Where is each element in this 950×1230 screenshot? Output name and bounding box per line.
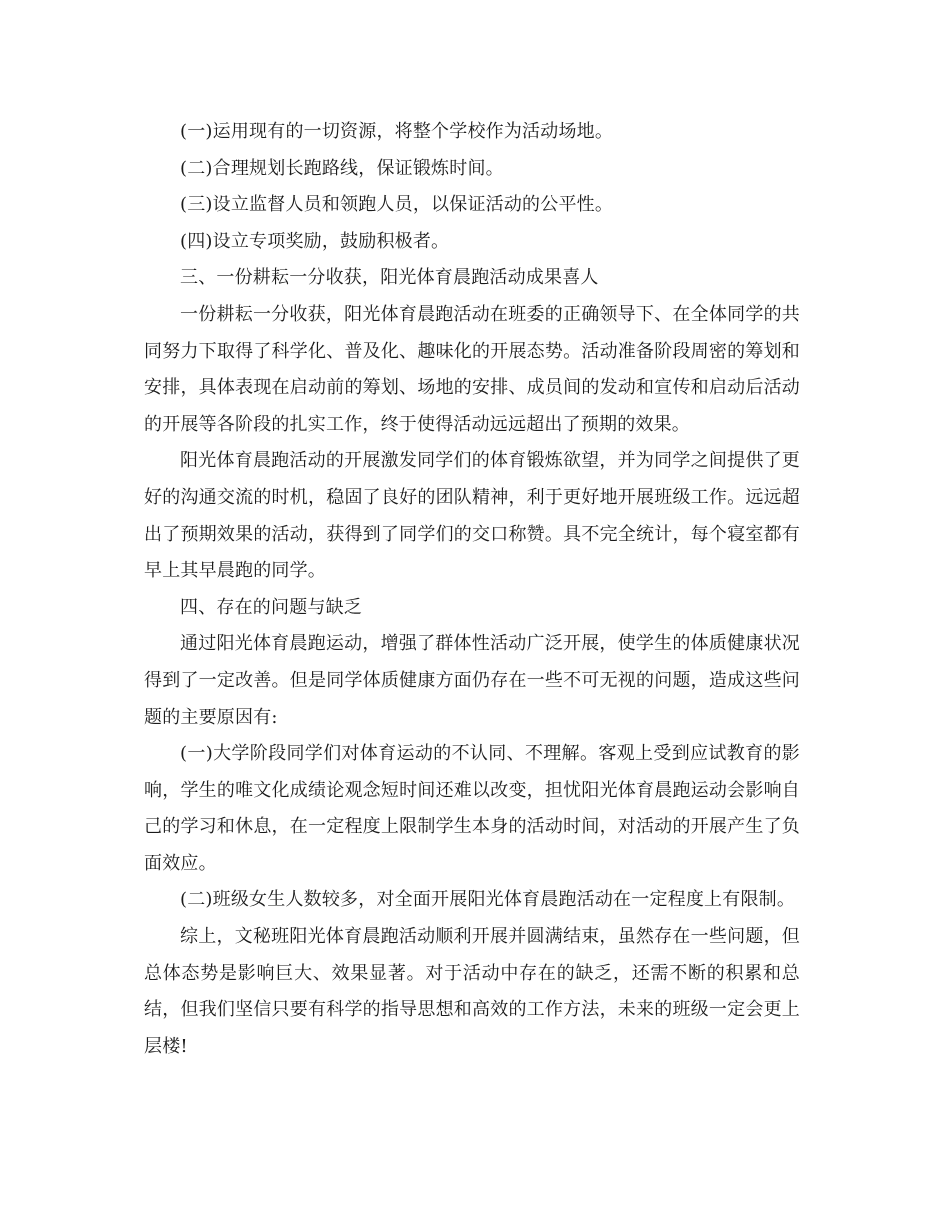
body-paragraph-conclusion: 综上，文秘班阳光体育晨跑活动顺利开展并圆满结束，虽然存在一些问题，但总体态势是影响巨大、效果显著。对于活动中存在的缺乏，还需不断的积累和总结，但我们坚信只要有科学的指导思想和高效的工作方法，未来的班级一定会更上层楼! [144, 926, 800, 1057]
section-heading-results: 三、一份耕耘一分收获，阳光体育晨跑活动成果喜人 [180, 267, 599, 289]
body-paragraph-results-2: 阳光体育晨跑活动的开展激发同学们的体育锻炼欲望，并为同学之间提供了更好的沟通交流的时机，稳固了良好的团队精神，利于更好地开展班级工作。远远超出了预期效果的活动，获得到了同学们的交口称赞。具不完全统计，每个寝室都有早上其早晨跑的同学。 [144, 450, 800, 582]
document-page [144, 114, 800, 1065]
section-heading-problems: 四、存在的问题与缺乏 [180, 596, 362, 618]
body-paragraph-results-1: 一份耕耘一分收获，阳光体育晨跑活动在班委的正确领导下、在全体同学的共同努力下取得了科学化、普及化、趣味化的开展态势。活动准备阶段周密的筹划和安排，具体表现在启动前的筹划、场地的安排、成员间的发动和宣传和启动后活动的开展等各阶段的扎实工作，终于使得活动远远超出了预期的效果。 [144, 303, 800, 435]
list-item-problem-1: (一)大学阶段同学们对体育运动的不认同、不理解。客观上受到应试教育的影响，学生的唯文化成绩论观念短时间还难以改变，担忧阳光体育晨跑运动会影响自己的学习和休息，在一定程度上限制学生本身的活动时间，对活动的开展产生了负面效应。 [144, 743, 800, 874]
list-item-route: (二)合理规划长跑路线，保证锻炼时间。 [180, 157, 504, 179]
list-item-supervision: (三)设立监督人员和领跑人员，以保证活动的公平性。 [180, 194, 614, 216]
list-item-reward: (四)设立专项奖励，鼓励积极者。 [180, 230, 450, 252]
list-item-problem-2: (二)班级女生人数较多，对全面开展阳光体育晨跑活动在一定程度上有限制。 [180, 889, 796, 911]
body-paragraph-problems: 通过阳光体育晨跑运动，增强了群体性活动广泛开展，使学生的体质健康状况得到了一定改善。但是同学体质健康方面仍存在一些不可无视的问题，造成这些问题的主要原因有: [144, 633, 800, 728]
list-item-resources: (一)运用现有的一切资源，将整个学校作为活动场地。 [180, 121, 614, 142]
